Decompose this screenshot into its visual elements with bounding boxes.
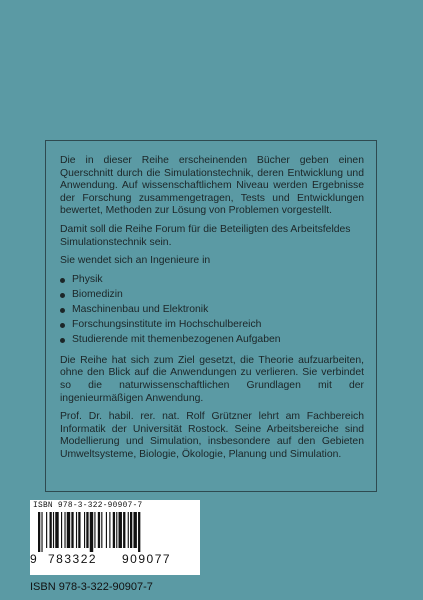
barcode-bar	[50, 512, 52, 548]
barcode-bar	[133, 512, 136, 548]
list-item-label: Maschinenbau und Elektronik	[72, 303, 209, 315]
barcode-bar	[76, 512, 77, 548]
list-item-label: Forschungsinstitute im Hochschulbereich	[72, 318, 262, 330]
barcode-bar	[55, 512, 58, 548]
barcode-bar	[64, 512, 65, 548]
barcode-bar	[113, 512, 115, 548]
barcode-bar	[116, 512, 117, 548]
barcode-bar	[61, 512, 62, 548]
barcode-bar	[71, 512, 73, 548]
barcode-digit-group: 909077	[122, 552, 172, 566]
bullet-icon	[60, 338, 65, 343]
goal-paragraph: Die Reihe hat sich zum Ziel gesetzt, die Theorie aufzuarbeiten, ohne den Blick auf die Anwendungen zu verlieren. Sie verbindet so die naturwissenschaftlichen Grundlagen mit der ingenieurmäßigen Anwendung.	[60, 354, 364, 404]
barcode-bar	[67, 512, 70, 548]
author-paragraph: Prof. Dr. habil. rer. nat. Rolf Grützner lehrt am Fachbereich Informatik der Universität Rostock. Seine Arbeitsbereiche sind Modellierung und Simulation, insbesondere auf den Gebieten Umweltsysteme, Biologie, Ökologie, Planung und Simulation.	[60, 411, 364, 460]
list-item	[60, 289, 364, 304]
list-item-label: Biomedizin	[72, 288, 123, 300]
list-item-label: Studierende mit themenbezogenen Aufgaben	[72, 333, 281, 345]
barcode-digit-group: 9	[30, 552, 39, 566]
barcode-bar	[94, 512, 95, 548]
list-item-label: Physik	[72, 273, 103, 285]
barcode-bar	[123, 512, 125, 548]
list-item	[60, 319, 364, 334]
barcode-digit-group: 783322	[48, 552, 98, 566]
barcode-bar	[98, 512, 100, 548]
barcode-bar	[86, 512, 88, 548]
barcode-bar	[41, 512, 42, 552]
audience-list	[60, 274, 364, 349]
list-item	[60, 304, 364, 319]
barcode-bar	[138, 512, 140, 552]
isbn-label: ISBN 978-3-322-90907-7	[30, 581, 153, 593]
list-item	[60, 274, 364, 289]
forum-paragraph: Damit soll die Reihe Forum für die Beteiligten des Arbeitsfeldes Simulationstechnik sein.	[60, 223, 351, 248]
barcode-bar	[119, 512, 122, 548]
barcode-isbn-text: ISBN 978-3-322-90907-7	[33, 502, 143, 510]
list-item	[60, 334, 364, 349]
barcode-bar	[53, 512, 54, 548]
barcode-bar	[78, 512, 80, 548]
barcode-bar	[38, 512, 40, 552]
barcode	[30, 500, 200, 575]
audience-paragraph: Sie wendet sich an Ingenieure in	[60, 255, 211, 267]
barcode-bar	[46, 512, 47, 548]
barcode-bar	[109, 512, 110, 548]
barcode-bar	[101, 512, 102, 548]
bullet-icon	[60, 278, 65, 283]
barcode-bars	[38, 512, 192, 552]
barcode-bar	[130, 512, 132, 548]
description-panel	[45, 140, 377, 492]
bullet-icon	[60, 293, 65, 298]
barcode-bar	[90, 512, 93, 552]
bullet-icon	[60, 323, 65, 328]
barcode-bar	[128, 512, 129, 548]
bullet-icon	[60, 308, 65, 313]
intro-paragraph: Die in dieser Reihe erscheinenden Bücher geben einen Querschnitt durch die Simulationstechnik, deren Entwicklung und Anwendung. Auf wissenschaftlichem Niveau werden Ergebnisse der Forschung zusammengetragen, Tests und Entwicklungen bewertet, Methoden zur Lösung von Problemen vorgestellt.	[60, 155, 364, 217]
barcode-bar	[84, 512, 85, 548]
barcode-bar	[106, 512, 107, 548]
